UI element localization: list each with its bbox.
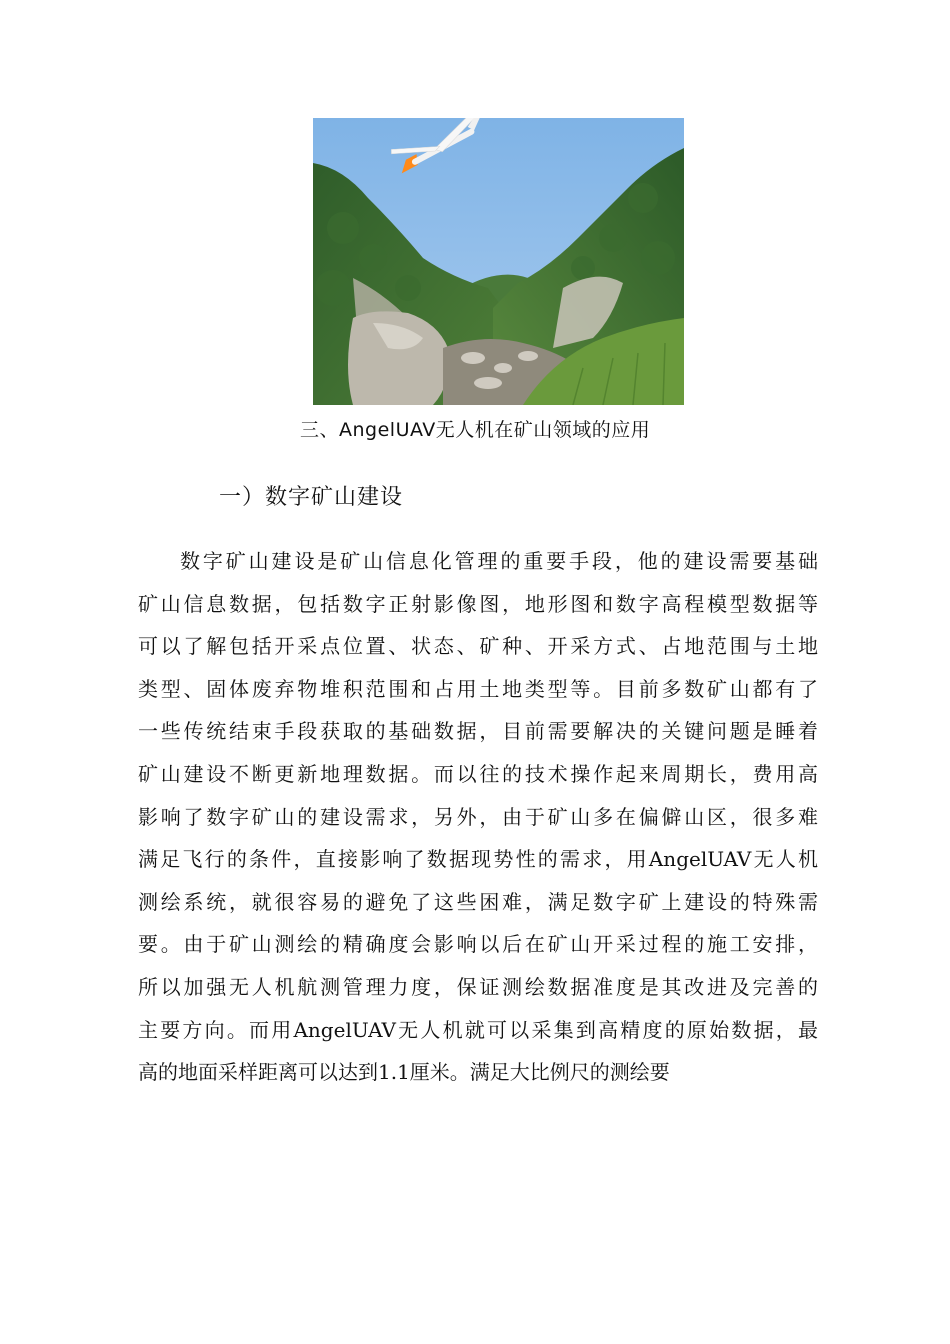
- paragraph-line: 可以了解包括开采点位置、状态、矿种、开采方式、占地范围与土地: [138, 634, 818, 659]
- subsection-heading: 一）数字矿山建设: [219, 485, 404, 510]
- paragraph-line: 矿山信息数据，包括数字正射影像图，地形图和数字高程模型数据等: [138, 591, 818, 616]
- paragraph-line: 高的地面采样距离可以达到1.1厘米。满足大比例尺的测绘要: [138, 1060, 670, 1085]
- uav-over-mountain-valley-photo: [313, 118, 684, 405]
- paragraph-line: 测绘系统，就很容易的避免了这些困难，满足数字矿上建设的特殊需: [138, 889, 818, 914]
- paragraph-line: 类型、固体废弃物堆积范围和占用土地类型等。目前多数矿山都有了: [138, 676, 818, 701]
- body-paragraph: [138, 540, 818, 1094]
- paragraph-line: 影响了数字矿山的建设需求，另外，由于矿山多在偏僻山区，很多难: [138, 804, 818, 829]
- paragraph-line: 矿山建设不断更新地理数据。而以往的技术操作起来周期长，费用高: [138, 761, 818, 786]
- paragraph-line: 一些传统结束手段获取的基础数据，目前需要解决的关键问题是睡着: [138, 719, 818, 744]
- paragraph-line: 所以加强无人机航测管理力度，保证测绘数据准度是其改进及完善的: [138, 974, 818, 999]
- section-heading: 三、AngelUAV无人机在矿山领域的应用: [300, 419, 651, 441]
- paragraph-line: 要。由于矿山测绘的精确度会影响以后在矿山开采过程的施工安排，: [138, 932, 818, 957]
- paragraph-line: 数字矿山建设是矿山信息化管理的重要手段，他的建设需要基础: [180, 549, 818, 573]
- paragraph-line: 主要方向。而用AngelUAV无人机就可以采集到高精度的原始数据，最: [138, 1017, 818, 1042]
- paragraph-line: 满足飞行的条件，直接影响了数据现势性的需求，用AngelUAV无人机: [138, 847, 818, 872]
- uav-photo: [313, 118, 684, 405]
